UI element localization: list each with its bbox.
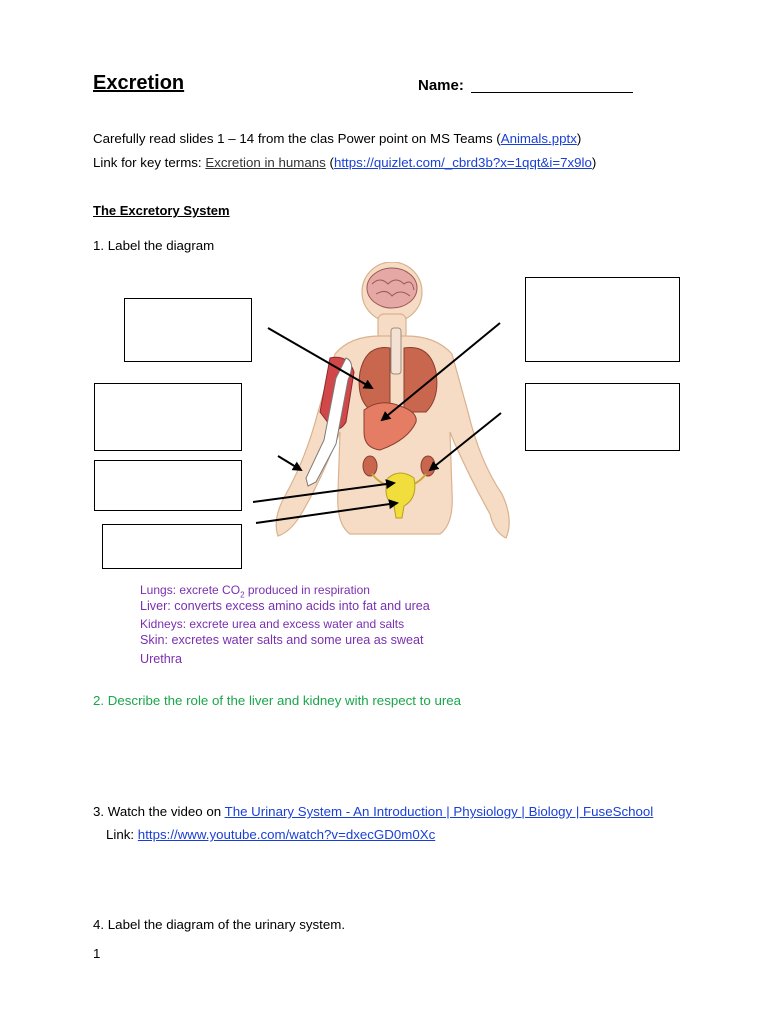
animals-pptx-link[interactable]: Animals.pptx [500,131,577,146]
key-urethra: Urethra [140,652,182,666]
arrow-to-liver [382,323,500,420]
key-kidneys: Kidneys: excrete urea and excess water and salts [140,617,405,631]
arrow-to-lungs [268,328,372,388]
label-box-1[interactable] [124,298,252,362]
question-1: 1. Label the diagram [93,238,215,253]
youtube-link[interactable]: https://www.youtube.com/watch?v=dxecGD0m0Xc [137,827,436,842]
video-link[interactable]: The Urinary System - An Introduction | Physiology | Biology | FuseSchool [224,804,654,819]
arrow-to-urethra [256,503,397,523]
page-number: 1 [93,946,101,961]
page-title: Excretion [93,72,185,94]
arrow-to-bladder [253,483,394,502]
label-box-3[interactable] [94,460,242,511]
label-box-6[interactable] [525,383,680,451]
arrow-to-skin [278,456,301,470]
section-title: The Excretory System [93,203,230,218]
excretion-in-humans-link[interactable]: Excretion in humans [205,155,326,170]
key-skin: Skin: excretes water salts and some urea as sweat [140,633,424,647]
name-label: Name: [418,77,464,94]
label-box-2[interactable] [94,383,242,451]
key-terms-label: Link for key terms: [93,155,206,170]
key-terms-line: Link for key terms: Excretion in humans (https://quizlet.com/_cbrd3b?x=1qqt&i=7x9lo) [93,155,597,170]
question-2: 2. Describe the role of the liver and kidney with respect to urea [93,693,462,708]
key-lungs: Lungs: excrete $CO_2$ produced in respiration [140,583,370,600]
instructions-line: Carefully read slides 1 – 14 from the clas Power point on MS Teams (Animals.pptx) [93,131,582,146]
label-box-5[interactable] [525,277,680,362]
video-url-line [106,826,435,844]
instructions-text: Carefully read slides 1 – 14 from the clas Power point on MS Teams ( [93,131,501,146]
quizlet-link[interactable]: https://quizlet.com/_cbrd3b?x=1qqt&i=7x9lo [333,155,592,170]
question-3: 3. Watch the video on The Urinary System - An Introduction | Physiology | Biology | FuseSchool [93,804,654,819]
arrow-to-kidney [430,413,501,470]
key-liver: Liver: converts excess amino acids into fat and urea [140,599,430,613]
question-4: 4. Label the diagram of the urinary system. [93,917,346,932]
label-box-4[interactable] [102,524,242,569]
video-url-label: Link: [106,827,138,842]
